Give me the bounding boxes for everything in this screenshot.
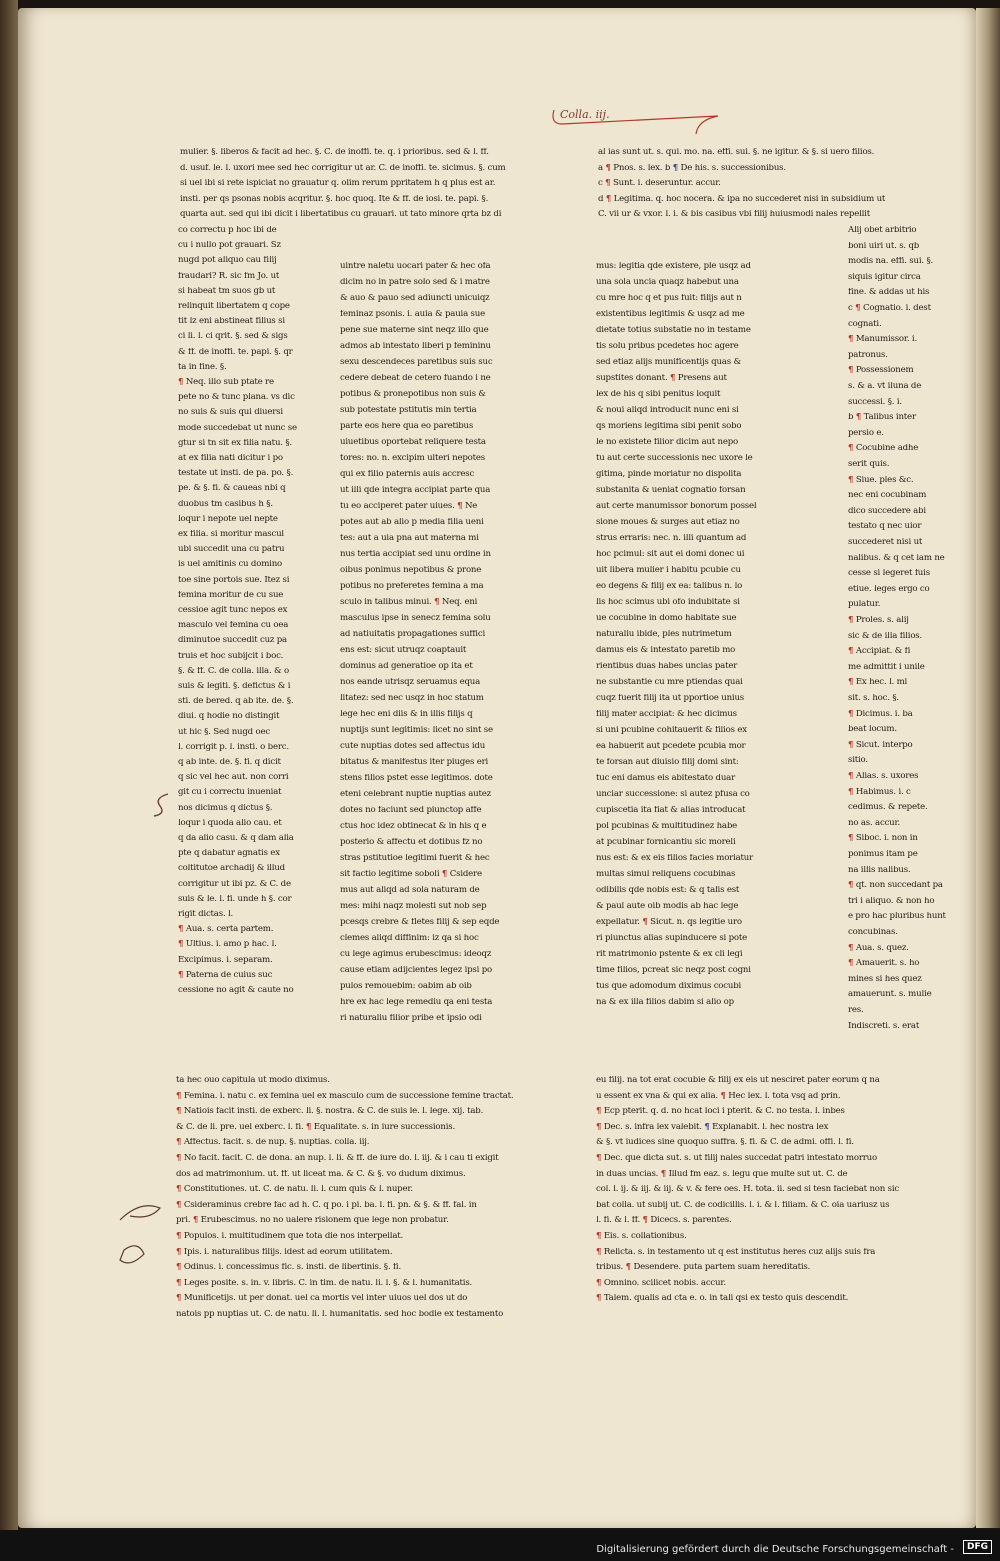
col2-line: feminaz psonis. i. auia & pauia sue — [340, 310, 485, 319]
col1-line: ubi succedit una cu patru — [178, 545, 285, 554]
col1-line: nos dicimus q dictus §. — [178, 803, 273, 813]
bottom-left-line: ¶ Natiois facit insti. de exberc. li. §. nostra. & C. de suis le. l. lege. xij. tab. — [176, 1107, 484, 1116]
col3-line: na & ex illa filios dabim si alio op — [596, 998, 734, 1007]
col2-line: ctus hoc idez obtinecat & in his q e — [340, 822, 487, 831]
col1-line: relinquit libertatem q cope — [178, 302, 290, 311]
col3-line: te forsan aut diuisio filij domi sint: — [596, 758, 739, 767]
col1-line: at ex filia nati dicitur i po — [178, 454, 283, 463]
col2-line: oibus ponimus nepotibus & prone — [340, 566, 482, 575]
col2-line: posterio & affectu et dotibus fz no — [340, 838, 483, 847]
footer-credit: Digitalisierung gefördert durch die Deutsche Forschungsgemeinschaft - — [596, 1544, 954, 1555]
col3-line: lis hoc scimus ubi ofo indubitate si — [596, 598, 740, 607]
col4-line: tri i aliquo. & non ho — [848, 896, 935, 906]
col3-line: lex de his q sibi penitus loquit — [596, 390, 721, 399]
col1-line: mode succedebat ut nunc se — [178, 423, 297, 433]
col2-line: cedere debeat de cetero fuando i ne — [340, 374, 491, 383]
col2-line: ad natiuitatis propagationes suffici — [340, 630, 486, 639]
col3-line: hoc pcimul: sit aut ei domi donec ui — [596, 550, 745, 559]
bottom-left-line: ¶ Populos. i. multitudinem que tota die nos interpellat. — [176, 1232, 404, 1241]
col2-line: dicim no in patre solo sed & i matre — [340, 278, 490, 287]
col2-line: uiuetibus oportebat reliquere testa — [340, 438, 486, 447]
col4-line: cesse si legeret fuis — [848, 569, 930, 578]
col4-line: na illis nalibus. — [848, 865, 911, 875]
col3-line: expellatur. ¶ Sicut. n. qs legitie uro — [596, 918, 742, 927]
col2-line: & auo & pauo sed adiuncti unicuiqz — [340, 294, 490, 303]
col4-line: ponimus itam pe — [848, 850, 918, 859]
col4-line: s. & a. vt iluna de — [848, 382, 922, 391]
col4-line: b ¶ Talibus inter — [848, 413, 916, 422]
top-right-block-line: d ¶ Legitima. q. hoc nocera. & ipa no succederet nisi in subsidium ut — [598, 194, 886, 204]
col4-line: boni uiri ut. s. qb — [848, 241, 920, 251]
col3-line: ne substantie cu mre ptiendas quai — [596, 678, 743, 687]
col1-line: ut hic §. Sed nugd oec — [178, 727, 270, 737]
col2-line: mes: mihi naqz molesti sut nob sep — [340, 902, 487, 911]
col4-line: ¶ Manumissor. i. — [848, 335, 918, 344]
col4-line: patronus. — [848, 350, 888, 360]
top-right-block-line: a ¶ Pnos. s. lex. b ¶ De his. s. successionibus. — [598, 163, 786, 173]
bottom-left-line: ¶ Ipis. i. naturalibus filijs. idest ad eorum utilitatem. — [176, 1247, 393, 1257]
col2-line: sit factio legitime soboli ¶ Csidere — [340, 870, 482, 879]
col1-line: cu i nullo pot grauari. Sz — [178, 241, 281, 250]
col1-line: ¶ Ultius. i. amo p hac. l. — [178, 940, 277, 949]
col2-line: nus tertia accipiat sed unu ordine in — [340, 550, 491, 559]
col2-line: admos ab intestato liberi p femininu — [340, 342, 491, 351]
col2-line: cute nuptias dotes sed affectus idu — [340, 742, 486, 751]
col3-line: ri piunctus alias supinducere si pote — [596, 934, 748, 943]
col3-line: tus que adomodum diximus cocubi — [596, 982, 742, 991]
col1-line: cessione no agit & caute no — [178, 986, 294, 995]
top-block-line: si uel ibi si rete ispiciat no grauatur q. olim rerum ppritatem h q plus est ar. — [180, 179, 496, 188]
col4-line: ¶ Sicut. interpo — [848, 740, 913, 750]
bottom-left-line: ¶ Munificetijs. ut per donat. uel ca mortis vel inter uiuos uel dos ut do — [176, 1294, 468, 1303]
col4-line: fine. & addas ut his — [848, 288, 930, 297]
col4-line: cognati. — [848, 319, 882, 329]
bottom-right-line: ¶ Eis. s. collationibus. — [596, 1232, 687, 1241]
col2-line: ri naturaliu filior pribe et ipsio odi — [340, 1014, 482, 1023]
bottom-right-line: bat colla. ut subij ut. C. de codicillis. l. i. & l. filiam. & C. oia uariusz us — [596, 1200, 890, 1210]
col4-line: ¶ Ex hec. l. ml — [848, 678, 908, 687]
col4-line: etiue. leges ergo co — [848, 584, 930, 594]
col3-line: sed etiaz alijs munificentijs quas & — [596, 358, 741, 367]
bottom-left-line: ¶ Odinus. i. concessimus fic. s. insti. de libertinis. §. fi. — [176, 1263, 402, 1272]
col1-line: testate ut insti. de pa. po. §. — [178, 469, 294, 478]
col2-line: bitatus & manifestus iter piuges eri — [340, 758, 489, 767]
col2-line: qui ex filio paternis auis accresc — [340, 470, 475, 479]
col1-line: si habeat tm suos gb ut — [178, 286, 276, 296]
bottom-left-line: natois pp nuptias ut. C. de natu. li. l. humanitatis. sed hoc bodie ex testamento — [176, 1310, 504, 1319]
col3-line: gitima, pinde moriatur no dispolita — [596, 470, 742, 479]
col1-line: & ff. de inoffi. te. papi. §. qr — [178, 347, 293, 357]
col2-line: sub potestate pstitutis min tertia — [340, 406, 477, 415]
top-right-block-line: c ¶ Sunt. i. deseruntur. accur. — [598, 179, 721, 188]
page-edge — [976, 8, 1000, 1528]
col2-line: sexu descendeces paretibus suis suc — [340, 358, 493, 367]
col3-line: ue cocubine in domo habitate sue — [596, 614, 737, 623]
col3-line: naturaliu ibide, ples nutrimetum — [596, 630, 732, 639]
col2-line: dominus ad generatioe op ita et — [340, 662, 473, 671]
col3-line: & paul aute oib modis ab hac lege — [596, 902, 739, 911]
col4-line: ¶ Siboc. i. non in — [848, 834, 918, 843]
col4-line: c ¶ Cognatio. i. dest — [848, 304, 931, 313]
col3-line: strus erraris: nec. n. illi quantum ad — [596, 534, 747, 543]
col1-line: co correctu p hoc ibi de — [178, 226, 277, 235]
col2-line: potibus & pronepotibus non suis & — [340, 390, 486, 399]
marginal-scribble-icon — [148, 790, 178, 820]
col4-line: beat locum. — [848, 725, 897, 734]
col2-line: pulos remouebim: oabim ab oib — [340, 982, 472, 991]
col2-line: nuptijs sunt legitimis: licet no sint se — [340, 726, 493, 735]
col3-line: damus eis & intestato paretib mo — [596, 646, 736, 655]
top-right-block-line: C. vii ur & vxor. l. i. & bis casibus vbi filij huiusmodi nales repellit — [598, 210, 870, 219]
col4-line: succederet nisi ut — [848, 538, 923, 547]
col4-line: mines si hes quez — [848, 974, 922, 984]
bottom-right-line: u essent ex vna & qui ex alia. ¶ Hec lex. l. tota vsq ad prin. — [596, 1091, 841, 1101]
top-block-line: insti. per qs psonas nobis acqritur. §. hoc quoq. Ite & ff. de iosi. te. papi. §. — [180, 194, 489, 204]
col2-line: tores: no. n. excipim ulteri nepotes — [340, 454, 485, 463]
col3-line: at pcubinar fornicantiu sic moreli — [596, 838, 736, 847]
bottom-right-line: ¶ Omnino. scilicet nobis. accur. — [596, 1278, 726, 1288]
col4-line: dico succedere abi — [848, 506, 926, 516]
bottom-right-line: eu filij. na tot erat cocubie & filij ex eis ut nesciret pater eorum q na — [596, 1076, 880, 1085]
bottom-right-line: ¶ Talem. qualis ad cta e. o. in tali qsi ex testo quis descendit. — [596, 1294, 849, 1303]
col1-line: ¶ Neq. illo sub ptate re — [178, 378, 274, 387]
col4-line: sic & de illa filios. — [848, 631, 923, 641]
col3-line: mus: legitia qde existere, ple usqz ad — [596, 262, 751, 271]
top-block-line: d. usuf. le. l. uxori mee sed hec corrigitur ut ar. C. de inoffi. te. sicimus. §. cum — [180, 163, 506, 173]
col2-line: parte eos here qua eo paretibus — [340, 422, 474, 431]
col4-line: ¶ Accipiat. & fi — [848, 647, 911, 656]
bottom-right-line: ¶ Relicta. s. in testamento ut q est institutus heres cuz alijs suis fra — [596, 1247, 876, 1257]
col2-line: pene sue materne sint neqz illo que — [340, 326, 489, 335]
col1-line: loqur i quoda alio cau. et — [178, 818, 282, 828]
col2-line: ut illi qde integra accipiat parte qua — [340, 486, 491, 495]
top-block-line: mulier. §. liberos & facit ad hec. §. C. de inoffi. te. q. i prioribus. sed & l. ff. — [180, 148, 489, 157]
bottom-left-line: ¶ Affectus. facit. s. de nup. §. nuptias. colla. iij. — [176, 1138, 370, 1147]
col1-line: cessioe agit tunc nepos ex — [178, 606, 288, 615]
col2-line: potes aut ab alio p media filia ueni — [340, 518, 484, 527]
col4-line: ¶ Siue. ples &c. — [848, 475, 914, 485]
col1-line: pe. & §. fi. & caueas nbi q — [178, 484, 286, 493]
col1-line: Excipimus. i. separam. — [178, 955, 273, 965]
col4-line: concubinas. — [848, 928, 898, 937]
bottom-left-line: ¶ Csideraminus crebre fac ad h. C. q po. i pi. ba. l. fi. pn. & §. & ff. fal. in — [176, 1200, 477, 1210]
col1-line: is uel amitinis cu domino — [178, 560, 282, 569]
col1-line: git cu i correctu inueniat — [178, 788, 282, 797]
col3-line: sione moues & surges aut etiaz no — [596, 518, 740, 527]
col3-line: supstites donant. ¶ Presens aut — [596, 374, 727, 383]
col4-line: ¶ Dicimus. i. ba — [848, 709, 913, 719]
col1-line: corrigitur ut ibi pz. & C. de — [178, 879, 291, 889]
col1-line: truis et hoc subijcit i boc. — [178, 651, 284, 661]
dfg-logo: DFG — [963, 1540, 992, 1554]
bottom-right-line: ¶ Ecp pterit. q. d. no hcat loci i pterit. & C. no testa. l. inbes — [596, 1107, 845, 1116]
col1-line: toe sine portois sue. Itez si — [178, 575, 290, 585]
col4-line: res. — [848, 1006, 864, 1015]
col2-line: potibus no preferetes femina a ma — [340, 582, 484, 591]
col3-line: si uni pcubine cohitauerit & filios ex — [596, 726, 747, 735]
col3-line: cu mre hoc q et pus fuit: filijs aut n — [596, 294, 742, 303]
col1-line: femina moritur de cu sue — [178, 590, 284, 600]
col2-line: sculo in talibus minui. ¶ Neq. eni — [340, 598, 478, 607]
col1-line: q sic vel hec aut. non corri — [178, 773, 289, 782]
col3-line: una sola uncia quaqz habebut una — [596, 278, 739, 287]
col3-line: nus est: & ex eis filios facies moriatur — [596, 854, 754, 863]
col4-line: ¶ Habimus. i. c — [848, 787, 911, 797]
col1-line: fraudari? R. sic fm Jo. ut — [178, 271, 280, 281]
col1-line: ¶ Paterna de cuius suc — [178, 970, 273, 980]
col3-line: tis solu pribus pcedetes hoc agere — [596, 342, 739, 351]
col4-line: serit quis. — [848, 460, 890, 469]
col3-line: substanita & ueniat cognatio forsan — [596, 486, 746, 495]
col2-line: cause etiam adijcientes legez ipsi po — [340, 966, 492, 975]
col1-line: ¶ Aua. s. certa partem. — [178, 925, 274, 934]
col4-line: ¶ Cocubine adhe — [848, 444, 919, 453]
col2-line: stras pstitutioe legitimi fuerit & hec — [340, 854, 490, 863]
col2-line: lege hec eni diis & in illis filijs q — [340, 710, 473, 719]
col3-line: time filios, pcreat sic neqz post cogni — [596, 966, 751, 975]
col4-line: persio e. — [848, 428, 884, 438]
col1-line: q ab inte. de. §. fi. q dicit — [178, 758, 281, 767]
col3-line: filij mater accipiat: & hec dicimus — [596, 710, 737, 719]
bottom-right-line: ¶ Dec. s. infra lex valebit. ¶ Explanabit. l. hec nostra lex — [596, 1122, 829, 1132]
col1-line: rigit dictas. l. — [178, 910, 234, 919]
col1-line: l. corrigit p. l. insti. o berc. — [178, 742, 289, 752]
col2-line: ens est: sicut utruqz coaptauit — [340, 646, 467, 655]
col4-line: Indiscreti. s. erat — [848, 1021, 920, 1031]
col4-line: nec eni cocubinam — [848, 491, 927, 500]
bottom-left-line: pri. ¶ Erubescimus. no no ualere risionem que lege non probatur. — [176, 1216, 449, 1225]
col3-line: tu aut certe successionis nec uxore le — [596, 454, 753, 463]
bottom-right-line: in duas uncias. ¶ Illud fm eaz. s. legu que multe sut ut. C. de — [596, 1169, 848, 1179]
col4-line: e pro hac pluribus hunt — [848, 912, 946, 921]
running-header: Colla. iij. — [560, 108, 610, 121]
col3-line: pol pcubinas & multitudinez habe — [596, 822, 738, 831]
col1-line: duobus tm casibus h §. — [178, 499, 273, 509]
col4-line: me admittit i unile — [848, 662, 925, 672]
col3-line: multas simul reliquens cocubinas — [596, 870, 736, 879]
col2-line: pcesqs crebre & fletes filij & sep eqde — [340, 918, 500, 927]
col2-line: dotes no faciunt sed piunctop affe — [340, 806, 482, 815]
col4-line: ¶ Amauerit. s. ho — [848, 959, 920, 968]
col1-line: diui. q hodie no distingit — [178, 712, 280, 721]
bottom-left-line: & C. de li. pre. uel exberc. l. fi. ¶ Equalitate. s. in iure successionis. — [176, 1122, 456, 1132]
col3-line: dietate totius substatie no in testame — [596, 326, 751, 335]
col3-line: odibilis qde nobis est: & q talis est — [596, 886, 740, 895]
col2-line: tu eo acciperet pater uiues. ¶ Ne — [340, 502, 478, 511]
col1-line: §. & ff. C. de colla. illa. & o — [178, 666, 289, 676]
col2-line: eteni celebrant nuptie nuptias autez — [340, 790, 491, 799]
col4-line: no as. accur. — [848, 818, 901, 828]
top-block-line: quarta aut. sed qui ibi dicit i libertatibus cu grauari. ut tato minore qrta bz di — [180, 210, 502, 219]
col4-line: successi. §. i. — [848, 397, 902, 407]
col4-line: ¶ Alias. s. uxores — [848, 772, 919, 781]
col3-line: le no existete filior dicim aut nepo — [596, 438, 738, 447]
bottom-right-line: tribus. ¶ Desendere. puta partem suam hereditatis. — [596, 1263, 811, 1272]
col3-line: uit libera mulier i habitu pcubie cu — [596, 566, 741, 575]
col2-line: litatez: sed nec usqz in hoc statum — [340, 694, 484, 703]
col4-line: siquis igitur circa — [848, 272, 921, 282]
col4-line: pulatur. — [848, 600, 881, 609]
col1-line: gtur si tn sit ex filia natu. §. — [178, 438, 292, 448]
bottom-left-line: ¶ Leges posite. s. in. v. libris. C. in tim. de natu. li. l. §. & l. humanitatis. — [176, 1278, 473, 1288]
bottom-left-line: ta hec ouo capitula ut modo diximus. — [176, 1076, 330, 1085]
col4-line: Alij obet arbitrio — [848, 226, 917, 235]
col4-line: sitio. — [848, 756, 868, 765]
col4-line: amauerunt. s. mulie — [848, 990, 932, 999]
col1-line: masculo vel femina cu oea — [178, 621, 289, 630]
col3-line: cupiscetia ita fiat & alias introducat — [596, 806, 746, 815]
col1-line: q da alio casu. & q dam alia — [178, 834, 294, 843]
bottom-right-line: l. fi. & l. ff. ¶ Dicecs. s. parentes. — [596, 1216, 732, 1225]
col1-line: pete no & tunc plana. vs dic — [178, 393, 295, 402]
col1-line: sti. de bered. q ab ite. de. §. — [178, 697, 294, 706]
col2-line: clemes aliqd diffinim: iz qa si hoc — [340, 934, 479, 943]
col1-line: suis & le. l. fi. unde h §. cor — [178, 894, 292, 904]
col3-line: eo degens & filij ex ea: talibus n. lo — [596, 582, 743, 591]
col2-line: cu lege agimus erubescimus: ideoqz — [340, 950, 492, 959]
col1-line: no suis & suis qui diuersi — [178, 408, 283, 417]
col2-line: masculus ipse in senecz femina solu — [340, 614, 491, 623]
col4-line: ¶ qt. non succedant pa — [848, 881, 943, 890]
book-spine — [0, 0, 18, 1561]
col2-line: mus aut aliqd ad sola naturam de — [340, 886, 480, 895]
col3-line: cuqz fuerit filij ita ut pportioe unius — [596, 694, 744, 703]
col4-line: modis na. effi. sui. §. — [848, 257, 934, 266]
col4-line: sit. s. hoc. §. — [848, 694, 899, 703]
bottom-left-line: ¶ Femina. i. natu c. ex femina uel ex masculo cum de successione femine tractat. — [176, 1091, 514, 1101]
col2-line: stens filios pstet esse legitimos. dote — [340, 774, 493, 783]
col4-line: ¶ Possessionem — [848, 366, 914, 375]
col4-line: nalibus. & q cet iam ne — [848, 553, 945, 563]
col1-line: coltitutoe archadij & illud — [178, 864, 285, 873]
col1-line: nugd pot aliquo cau filij — [178, 256, 277, 265]
col1-line: ex filia. si moritur mascul — [178, 530, 284, 539]
col3-line: rientibus duas habes uncias pater — [596, 662, 738, 671]
bottom-left-line: dos ad matrimonium. ut. ff. ut liceat ma. & C. & §. vo dudum diximus. — [176, 1169, 466, 1179]
col4-line: testato q nec uior — [848, 522, 922, 531]
col4-line: cedimus. & repete. — [848, 803, 928, 812]
col3-line: tuc eni damus eis abitestato duar — [596, 774, 735, 783]
col3-line: & noui aliqd introducit nunc eni si — [596, 406, 739, 415]
col1-line: ta in fine. §. — [178, 362, 227, 372]
bottom-left-line: ¶ Constitutiones. ut. C. de natu. li. l. cum quis & l. nuper. — [176, 1185, 413, 1194]
col3-line: existentibus legitimis & usqz ad me — [596, 310, 745, 319]
col2-line: uintre naletu uocari pater & hec ofa — [340, 262, 491, 271]
col1-line: loqur i nepote uel nepte — [178, 514, 278, 524]
col4-line: ¶ Aua. s. quez. — [848, 943, 909, 953]
col1-line: diminutoe succedit cuz pa — [178, 636, 287, 645]
col2-line: tes: aut a uia pna aut materna mi — [340, 534, 479, 543]
col4-line: ¶ Proles. s. alij — [848, 616, 909, 625]
col1-line: ci li. l. ci qrit. §. sed & sigs — [178, 332, 288, 341]
col3-line: rit matrimonio pstente & ex cli legi — [596, 950, 743, 959]
hand-drawn-manicule-icon — [110, 1190, 170, 1280]
col3-line: qs moriens legitima sibi penit sobo — [596, 422, 742, 431]
bottom-right-line: ¶ Dec. que dicta sut. s. ut filij nales succedat patri intestato morruo — [596, 1154, 877, 1163]
bottom-right-line: col. l. ij. & iij. & iij. & v. & fere oes. H. tota. ii. sed si tesn faciebat non sic — [596, 1185, 900, 1194]
col1-line: tit lz eni abstineat filius si — [178, 317, 285, 326]
col3-line: ea habuerit aut pcedete pcubia mor — [596, 742, 746, 751]
col1-line: suis & legiti. §. defictus & i — [178, 682, 291, 691]
bottom-right-line: & §. vt iudices sine quoquo suffra. §. fi. & C. de admi. offi. l. fi. — [596, 1138, 854, 1147]
bottom-left-line: ¶ No facit. facit. C. de dona. an nup. l. li. & ff. de iure do. l. iij. & i cau ti exigit — [176, 1154, 499, 1163]
col2-line: hre ex hac lege remediu qa eni testa — [340, 998, 493, 1007]
col2-line: nos eande utrisqz seruamus equa — [340, 678, 481, 687]
col3-line: aut certe manumissor bonorum possel — [596, 502, 757, 511]
col3-line: unciar successione: si autez pfusa co — [596, 790, 750, 799]
col1-line: pte q dabatur agnatis ex — [178, 849, 280, 858]
top-right-block-line: al ias sunt ut. s. qui. mo. na. effi. sui. §. ne igitur. & §. si uero filios. — [598, 148, 875, 157]
